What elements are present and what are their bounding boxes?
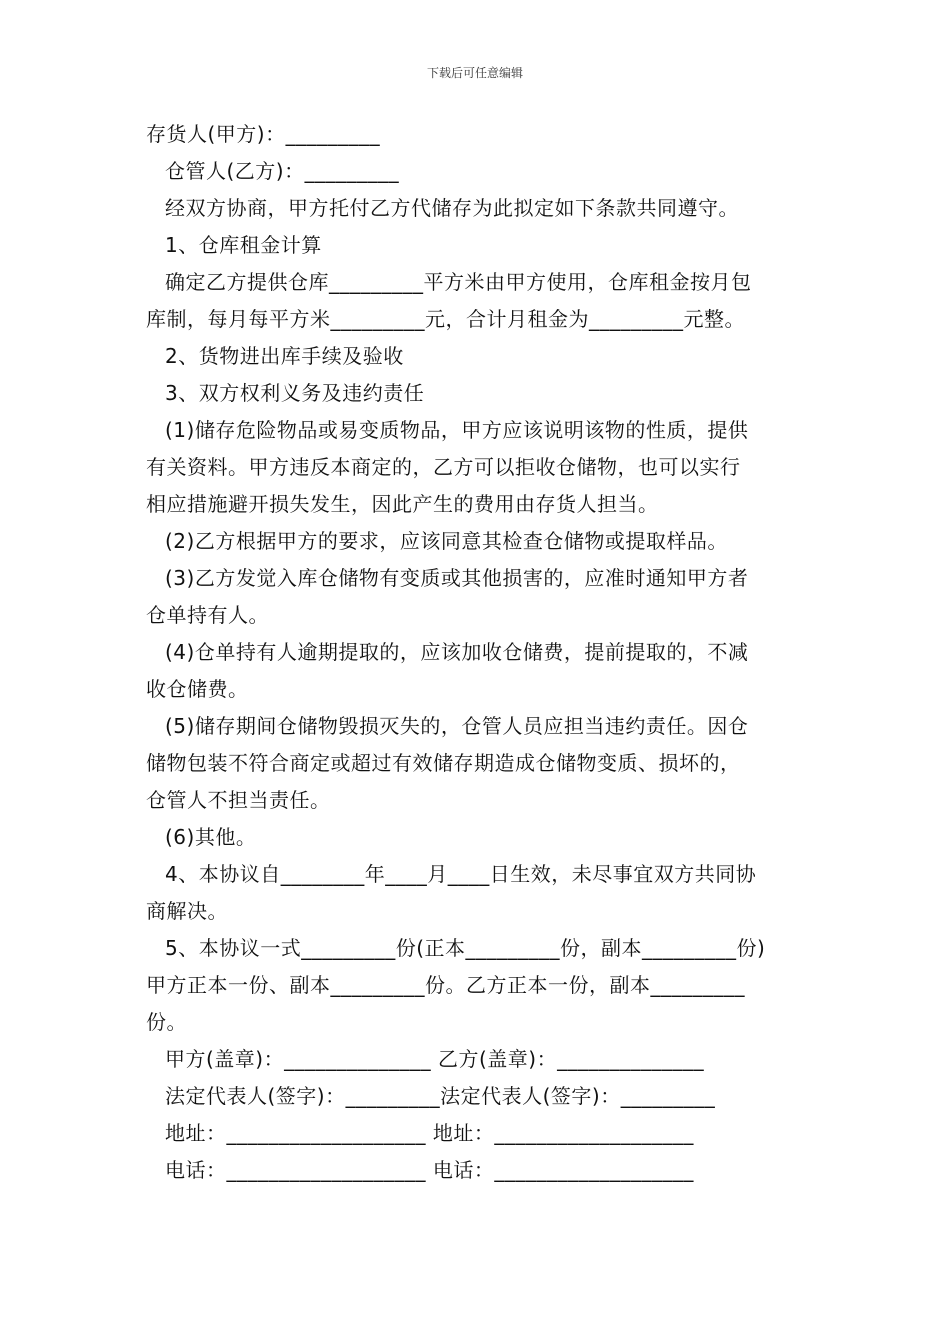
clause-3: (3)乙方发觉入库仓储物有变质或其他损害的，应准时通知甲方者 — [165, 566, 749, 590]
section-5-cont: 甲方正本一份、副本_________份。乙方正本一份，副本_________ — [146, 973, 745, 997]
signature-seal-line: 甲方(盖章)：______________ 乙方(盖章)：______________ — [165, 1047, 705, 1071]
clause-1: (1)储存危险物品或易变质物品，甲方应该说明该物的性质，提供 — [165, 418, 749, 442]
page-header: 下载后可任意编辑 — [426, 66, 523, 80]
clause-1-cont: 相应措施避开损失发生，因此产生的费用由存货人担当。 — [146, 492, 659, 516]
clause-5: (5)储存期间仓储物毁损灭失的，仓管人员应担当违约责任。因仓 — [165, 714, 749, 738]
section-3-heading: 3、双方权利义务及违约责任 — [165, 381, 425, 405]
signature-address-line: 地址：___________________ 地址：___________________ — [165, 1121, 694, 1145]
clause-1-cont: 有关资料。甲方违反本商定的，乙方可以拒收仓储物，也可以实行 — [146, 455, 741, 479]
section-5-cont: 份。 — [146, 1010, 187, 1034]
clause-4-cont: 收仓储费。 — [146, 677, 249, 701]
clause-5-cont: 仓管人不担当责任。 — [146, 788, 331, 812]
section-5: 5、本协议一式_________份(正本_________份，副本_________份) — [165, 936, 766, 960]
clause-2: (2)乙方根据甲方的要求，应该同意其检查仓储物或提取样品。 — [165, 529, 728, 553]
clause-4: (4)仓单持有人逾期提取的，应该加收仓储费，提前提取的，不减 — [165, 640, 749, 664]
clause-3-cont: 仓单持有人。 — [146, 603, 269, 627]
signature-phone-line: 电话：___________________ 电话：___________________ — [165, 1158, 694, 1182]
section-1-text: 确定乙方提供仓库_________平方米由甲方使用，仓库租金按月包 — [165, 270, 752, 294]
document-body — [146, 116, 810, 1189]
line-warehouse-keeper: 仓管人(乙方)：_________ — [165, 159, 400, 183]
section-1-heading: 1、仓库租金计算 — [165, 233, 322, 257]
line-preamble: 经双方协商，甲方托付乙方代储存为此拟定如下条款共同遵守。 — [165, 196, 739, 220]
line-depositor: 存货人(甲方)：_________ — [146, 122, 381, 146]
section-2-heading: 2、货物进出库手续及验收 — [165, 344, 404, 368]
section-1-text-cont: 库制，每月每平方米_________元，合计月租金为_________元整。 — [146, 307, 745, 331]
section-4: 4、本协议自________年____月____日生效，未尽事宜双方共同协 — [165, 862, 757, 886]
clause-5-cont: 储物包装不符合商定或超过有效储存期造成仓储物变质、损坏的， — [146, 751, 741, 775]
clause-6: (6)其他。 — [165, 825, 257, 849]
section-4-cont: 商解决。 — [146, 899, 228, 923]
signature-rep-line: 法定代表人(签字)：_________法定代表人(签字)：_________ — [165, 1084, 716, 1108]
